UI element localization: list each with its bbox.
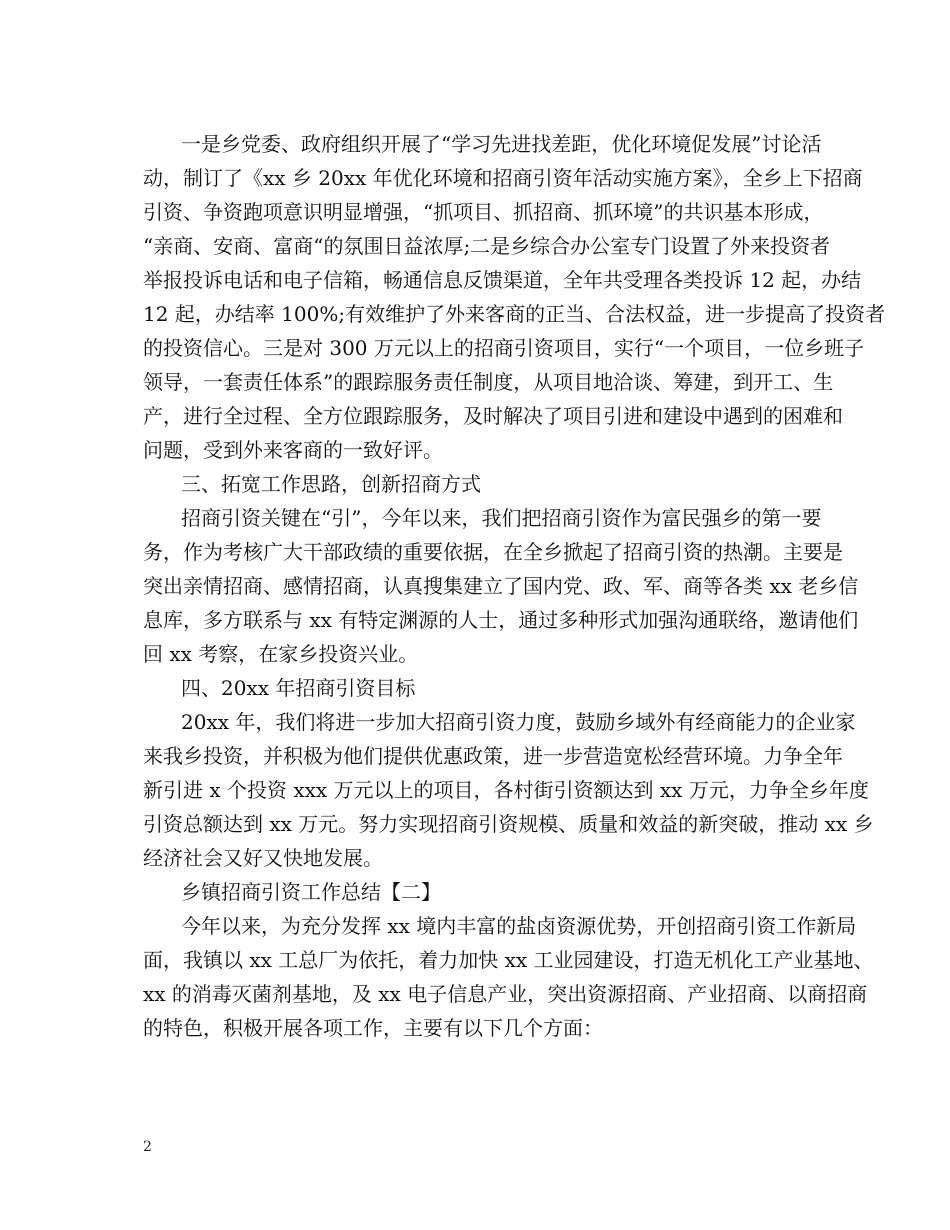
paragraph-line: 突出亲情招商、感情招商，认真搜集建立了国内党、政、军、商等各类 xx 老乡信 [143, 574, 859, 598]
paragraph-line: 动，制订了《xx 乡 20xx 年优化环境和招商引资年活动实施方案》，全乡上下招商 [143, 166, 863, 190]
paragraph-line: 一是乡党委、政府组织开展了“学习先进找差距，优化环境促发展”讨论活 [181, 132, 822, 156]
document-body [143, 127, 886, 1045]
paragraph-line: xx 的消毒灭菌剂基地，及 xx 电子信息产业，突出资源招商、产业招商、以商招商 [143, 982, 868, 1006]
paragraph-line: 举报投诉电话和电子信箱，畅通信息反馈渠道，全年共受理各类投诉 12 起，办结 [143, 268, 862, 292]
section-heading: 三、拓宽工作思路，创新招商方式 [181, 472, 481, 496]
paragraph-line: 的投资信心。三是对 300 万元以上的招商引资项目，实行“一个项目，一位乡班子 [143, 336, 865, 360]
paragraph-line: 新引进 x 个投资 xxx 万元以上的项目，各村街引资额达到 xx 万元，力争全乡年度 [143, 778, 869, 802]
section-heading: 乡镇招商引资工作总结【二】 [181, 880, 441, 904]
paragraph-line: 来我乡投资，并积极为他们提供优惠政策，进一步营造宽松经营环境。力争全年 [143, 744, 843, 768]
paragraph-line: 回 xx 考察，在家乡投资兴业。 [143, 642, 419, 666]
paragraph-line: 引资、争资跑项意识明显增强，“抓项目、抓招商、抓环境”的共识基本形成， [143, 200, 824, 224]
paragraph-line: 引资总额达到 xx 万元。努力实现招商引资规模、质量和效益的新突破，推动 xx 乡 [143, 812, 874, 836]
paragraph-line: 面，我镇以 xx 工总厂为依托，着力加快 xx 工业园建设，打造无机化工产业基地、 [143, 948, 874, 972]
paragraph-line: 领导，一套责任体系”的跟踪服务责任制度，从项目地洽谈、筹建，到开工、生 [143, 370, 834, 394]
paragraph-line: “亲商、安商、富商“的氛围日益浓厚;二是乡综合办公室专门设置了外来投资者 [143, 234, 831, 258]
paragraph-line: 问题，受到外来客商的一致好评。 [143, 438, 443, 462]
section-heading: 四、20xx 年招商引资目标 [181, 676, 416, 700]
paragraph-line: 息库，多方联系与 xx 有特定渊源的人士，通过多种形式加强沟通联络，邀请他们 [143, 608, 859, 632]
paragraph-line: 经济社会又好又快地发展。 [143, 846, 383, 870]
paragraph-line: 20xx 年，我们将进一步加大招商引资力度，鼓励乡域外有经商能力的企业家 [181, 710, 856, 734]
paragraph-line: 的特色，积极开展各项工作，主要有以下几个方面： [143, 1016, 603, 1040]
paragraph-line: 12 起，办结率 100%;有效维护了外来客商的正当、合法权益，进一步提高了投资者 [143, 302, 886, 326]
paragraph-line: 产，进行全过程、全方位跟踪服务，及时解决了项目引进和建设中遇到的困难和 [143, 404, 843, 428]
page-number: 2 [143, 1139, 152, 1155]
paragraph-line: 招商引资关键在“引”，今年以来，我们把招商引资作为富民强乡的第一要 [181, 506, 822, 530]
paragraph-line: 今年以来，为充分发挥 xx 境内丰富的盐卤资源优势，开创招商引资工作新局 [181, 914, 857, 938]
paragraph-line: 务，作为考核广大干部政绩的重要依据，在全乡掀起了招商引资的热潮。主要是 [143, 540, 843, 564]
